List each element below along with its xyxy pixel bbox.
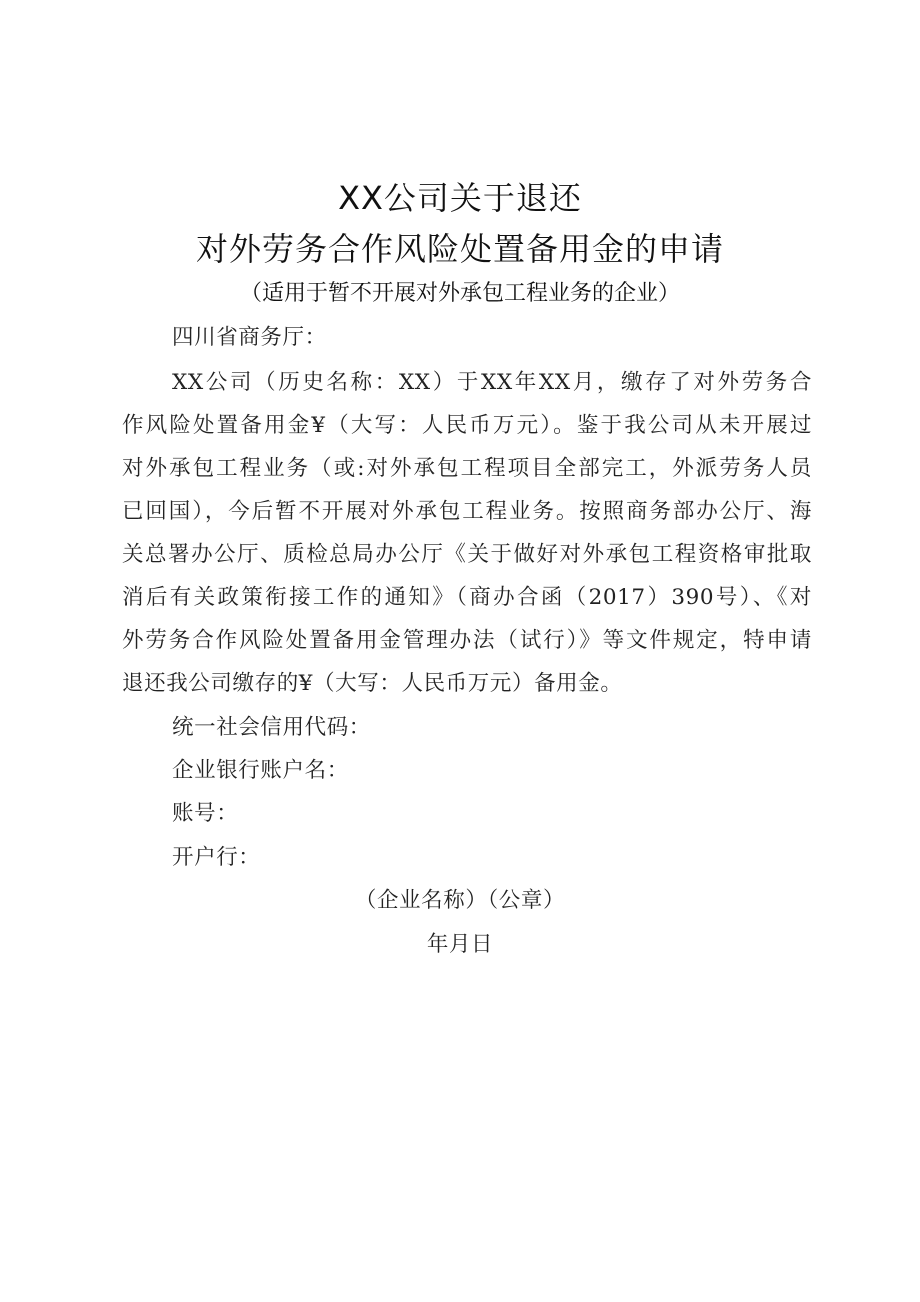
body-line-4: 已回国），今后暂不开展对外承包工程业务。按照商务部办公厅、海 (122, 499, 812, 524)
body-line-5: 关总署办公厅、质检总局办公厅《关于做好对外承包工程资格审批取 (122, 542, 812, 567)
document-subtitle: （适用于暂不开展对外承包工程业务的企业） (239, 281, 680, 306)
credit-code-field: 统一社会信用代码： (172, 715, 371, 740)
body-line-6: 消后有关政策衔接工作的通知》（商办合函（2017）390号）、《对 (122, 585, 812, 610)
body-line-7: 外劳务合作风险处置备用金管理办法（试行）》等文件规定，特申请 (122, 628, 812, 653)
body-line-3: 对外承包工程业务（或:对外承包工程项目全部完工，外派劳务人员 (122, 456, 812, 481)
document-title-line-1: XX公司关于退还 (338, 179, 582, 217)
body-line-2: 作风险处置备用金¥（大写：人民币万元）。鉴于我公司从未开展过 (122, 413, 812, 438)
document-title-line-2: 对外劳务合作风险处置备用金的申请 (195, 230, 724, 268)
company-seal-line: （企业名称）（公章） (354, 888, 566, 913)
bank-field: 开户行： (172, 845, 261, 870)
body-line-8: 退还我公司缴存的¥（大写：人民币万元）备用金。 (122, 671, 623, 696)
account-name-field: 企业银行账户名： (172, 758, 349, 783)
account-number-field: 账号： (172, 801, 239, 826)
date-line: 年月日 (426, 932, 494, 957)
addressee: 四川省商务厅： (172, 325, 327, 350)
body-line-1: XX公司（历史名称：XX）于XX年XX月，缴存了对外劳务合 (172, 370, 812, 395)
